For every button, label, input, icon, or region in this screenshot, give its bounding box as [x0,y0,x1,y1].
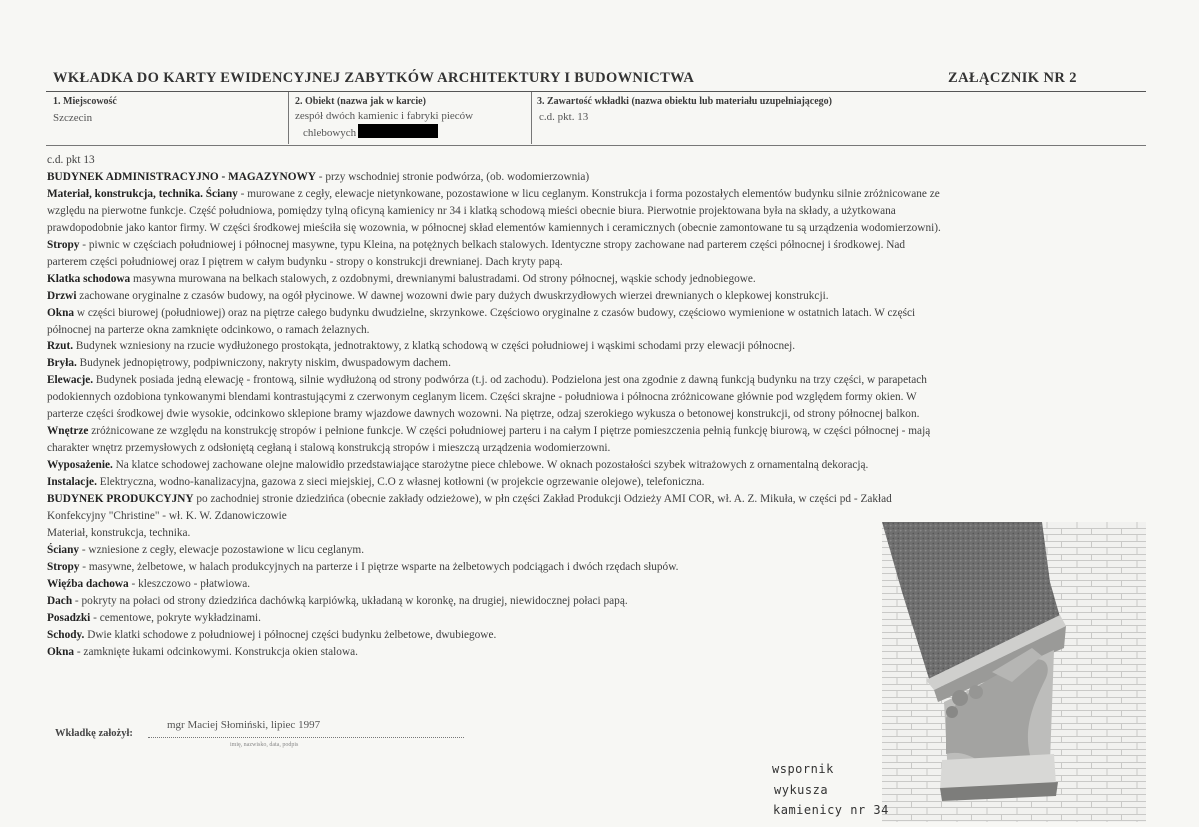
footer-author: mgr Maciej Słomiński, lipiec 1997 [167,719,321,731]
body-line [47,492,892,506]
body-line-text: względu na pierwotne funkcje. Część południowa, pomiędzy tylną oficyną kamienicy nr 34 i klatką schodową mieści obecnie biura. Pierwotnie projektowana była na składy, a użytkowana [47,204,896,217]
body-line-text: - pokryty na połaci od strony dziedzińca dachówką karpiówką, układaną w koronkę, na drugiej, niewidocznej połaci papą. [72,594,628,607]
body-line-text: - murowane z cegły, elewacje nietynkowane, pozostawione w licu ceglanym. Konstrukcja i forma pozostałych elementów budynku silnie zróżnicowane ze [237,187,940,200]
attachment-number: ZAŁĄCZNIK NR 2 [948,70,1077,86]
footer-label: Wkładkę założył: [55,728,133,739]
form-bottom-rule [46,145,1146,146]
body-line-heading: Materiał, konstrukcja, technika. Ściany [47,187,238,200]
body-line-heading: Elewacje. [47,374,94,387]
body-line-heading: Posadzki [47,611,91,624]
body-line-text: - przy wschodniej stronie podwórza, (ob. wodomierzownia) [315,170,590,183]
object-label: 2. Obiekt (nazwa jak w karcie) [295,96,426,107]
locality-label: 1. Miejscowość [53,96,117,107]
bracket-photo-image [882,522,1146,822]
body-line [47,153,95,167]
body-line-text: c.d. pkt 13 [47,154,95,166]
body-line [47,628,496,642]
body-line-text: parterem części południowej oraz I piętrem w całym budynku - stropy o konstrukcji drewnianej. Dach kryty papą. [47,255,563,268]
body-line [47,306,915,320]
body-line-text: zachowane oryginalne z czasów budowy, na ogół płycinowe. W dawnej wozowni dwie pary dużych dwuskrzydłowych wierzei drewnianych o klepkowej konstrukcji. [76,289,829,302]
body-line-text: - masywne, żelbetowe, w halach produkcyjnych na parterze i I piętrze wsparte na żelbetowych podciągach i dwóch rzędach słupów. [79,560,679,573]
locality-value: Szczecin [53,112,93,124]
body-line-text: - piwnic w częściach południowej i północnej masywne, typu Kleina, na potężnych belkach stalowych. Identyczne stropy zachowane nad parterem części północnej i środkowej. Nad [79,238,906,251]
form-divider [288,92,289,144]
body-line [47,611,261,625]
body-line [47,339,795,353]
body-line [47,238,905,252]
body-line [47,441,610,455]
body-line-text: - zamknięte łukami odcinkowymi. Konstrukcja okien stalowa. [74,645,358,658]
contents-label: 3. Zawartość wkładki (nazwa obiektu lub materiału uzupełniającego) [537,96,833,107]
body-line-heading: Drzwi [47,289,77,302]
body-line-text: Budynek wzniesiony na rzucie wydłużonego prostokąta, jednotraktowy, z klatką schodową w części południowej i wąskimi schodami przy elewacji północnej. [73,340,796,353]
body-line-text: podokiennych ozdobiona tynkowanymi blendami kontrastującymi z czerwonym ceglanym licem. Części skrajne - południowa i północna zróżnicowane głównie pod względem formy okien. W [47,391,917,404]
redaction-box [358,124,438,138]
object-value-text: chlebowych [303,127,357,139]
body-line [47,543,364,557]
body-line-text: - wzniesione z cegły, elewacje pozostawione w licu ceglanym. [79,543,365,556]
body-line [47,255,563,269]
body-line-heading: Bryła. [47,357,77,370]
form-top-rule [46,91,1146,92]
body-line-heading: Ściany [47,543,80,556]
body-line-heading: Dach [47,594,73,607]
body-line-text: Budynek jednopiętrowy, podpiwniczony, nakryty niskim, dwuspadowym dachem. [76,357,451,370]
body-line-heading: BUDYNEK PRODUKCYJNY [47,493,194,505]
body-line-heading: BUDYNEK ADMINISTRACYJNO - MAGAZYNOWY [47,170,316,183]
body-line-text: po zachodniej stronie dziedzińca (obecnie zakłady odzieżowe), w płn części Zakład Produkcji Odzieży AMI COR, wł. A. Z. Mikuła, w części pd - Zakład [193,493,892,505]
body-line-text: parterze części środkowej dwie wysokie, odcinkowo sklepione bramy wjazdowe dawnych wozowni. Na piętrze, odzaj szerokiego wykusza o betonowej konstrukcji, od strony północnej balkon. [47,408,920,421]
body-line-text: Budynek posiada jedną elewację - frontową, silnie wydłużoną od strony podwórza (t.j. od zachodu). Podzielona jest ona zgodnie z dawną funkcją budynku na trzy części, w parapetach [93,374,927,387]
body-line [47,272,756,286]
form-divider [531,92,532,144]
body-line-text: północnej na parterze okna zamknięte odcinkowo, o ramach żelaznych. [47,323,370,336]
body-line-text: charakter wnętrz przemysłowych z odsłoniętą cegłaną i stalową konstrukcją stropów i mieszczą urządzenia wodomierzowni. [47,442,611,455]
body-line [47,509,287,523]
body-line [47,390,917,404]
body-line [47,407,919,421]
body-line [47,645,358,659]
body-line-text: w części biurowej (południowej) oraz na piętrze całego budynku dwudzielne, skrzynkowe. Częściowo oryginalne z czasów budowy, częściowo wymienione w ostatnich latach. W części [74,306,916,319]
body-line-heading: Więźba dachowa [47,577,129,590]
body-line [47,458,868,472]
body-line-text: - cementowe, pokryte wykładzinami. [90,611,261,624]
body-line-heading: Wnętrze [47,425,89,438]
body-line-text: - kleszczowo - płatwiowa. [128,577,251,590]
body-line-heading: Okna [47,306,75,319]
body-line [47,526,190,540]
bracket-photo [882,522,1146,822]
body-line-text: Materiał, konstrukcja, technika. [47,526,191,539]
body-line [47,221,941,235]
body-line [47,323,369,337]
header-title: WKŁADKA DO KARTY EWIDENCYJNEJ ZABYTKÓW ARCHITEKTURY I BUDOWNICTWA [53,70,695,86]
body-line [47,475,704,489]
body-line-heading: Stropy [47,560,80,573]
body-line [47,577,250,591]
photo-caption-line: wspornik [772,762,834,776]
body-line-text: Dwie klatki schodowe z południowej i północnej części budynku żelbetowe, dwubiegowe. [84,628,497,641]
footer-signature-rule [148,737,464,738]
body-line-heading: Schody. [47,628,85,641]
body-line-heading: Rzut. [47,340,74,353]
body-line-heading: Instalacje. [47,476,97,489]
contents-value: c.d. pkt. 13 [539,111,589,123]
footer-hint: imię, nazwisko, data, podpis [230,742,299,748]
body-line [47,373,927,387]
body-line-heading: Wyposażenie. [47,459,113,472]
object-value-line: zespół dwóch kamienic i fabryki pieców [295,110,474,122]
body-line [47,289,829,303]
photo-caption-line: kamienicy nr 34 [773,803,889,817]
object-value [295,109,473,141]
body-line [47,356,451,370]
body-line [47,204,896,218]
photo-caption-line: wykusza [774,783,829,797]
body-line-heading: Stropy [47,238,80,251]
body-line-text: masywna murowana na belkach stalowych, z ozdobnymi, drewnianymi balustradami. Od strony północnej, wąskie schody jednobiegowe. [130,272,756,285]
body-line-text: Na klatce schodowej zachowane olejne malowidło przedstawiające starożytne piece chlebowe. W oknach pozostałości szybek witrażowych z ornamentalną dekoracją. [112,459,869,472]
body-line-heading: Okna [47,645,75,658]
body-line [47,187,940,201]
body-line-text: Elektryczna, wodno-kanalizacyjna, gazowa z sieci miejskiej, C.O z własnej kotłowni (w projekcie ogrzewanie olejowe), telefoniczna. [96,476,705,489]
body-line [47,170,589,184]
body-line [47,560,678,574]
body-line-text: zróżnicowane ze względu na konstrukcję stropów i pełnione funkcje. W części południowej parteru i na całym I piętrze pomieszczenia pełnią funkcję biurową, w części północnej - mają [88,425,931,438]
body-line [47,424,930,438]
body-line-text: prawdopodobnie jako kantor firmy. W części środkowej mieściła się wozownia, w północnej skład elementów kamiennych i ceramicznych (obecnie zamontowane tu są urządzenia wodomierzowni). [47,221,941,234]
body-line-heading: Klatka schodowa [47,272,131,285]
body-line [47,594,628,608]
object-value-line [295,124,473,141]
body-line-text: Konfekcyjny "Christine" - wł. K. W. Zdanowiczowie [47,509,287,522]
